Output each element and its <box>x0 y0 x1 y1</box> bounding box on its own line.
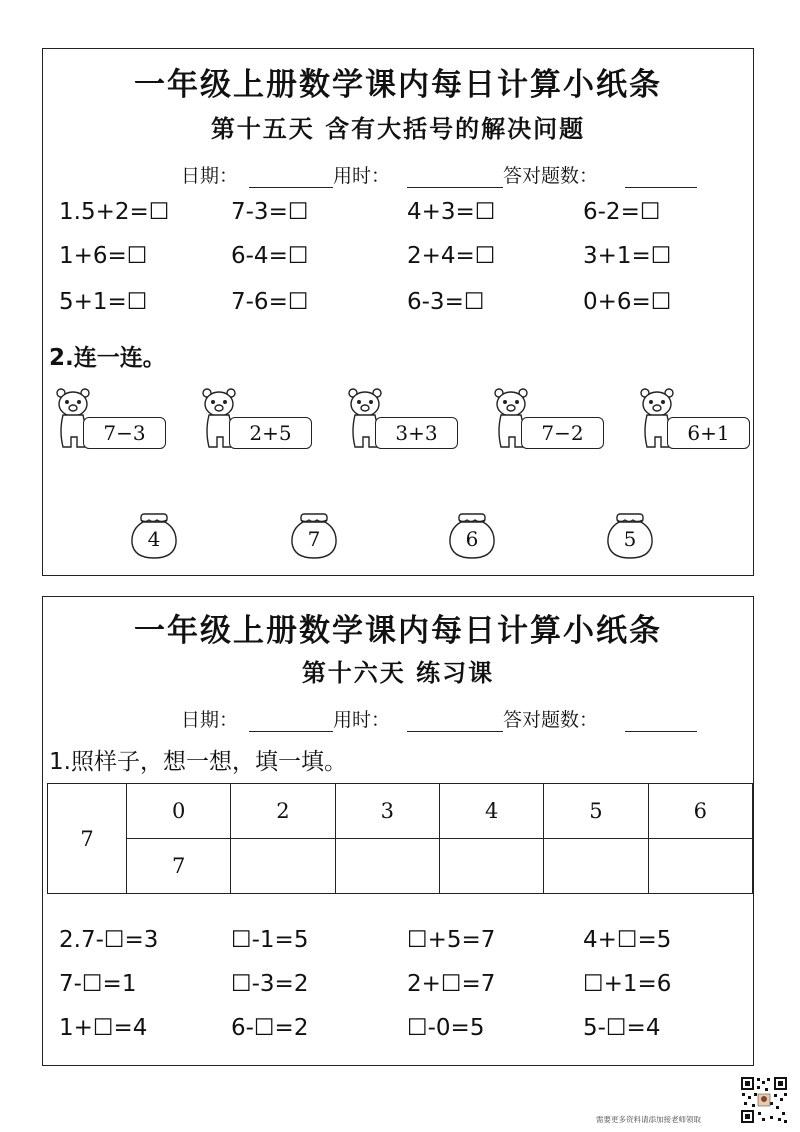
equation[interactable]: 5-☐=4 <box>583 1015 661 1041</box>
equation[interactable]: 3+1=☐ <box>583 243 672 269</box>
pot-number: 5 <box>623 527 637 551</box>
equation[interactable]: ☐+1=6 <box>583 971 672 997</box>
time-blank[interactable] <box>407 731 503 732</box>
equation[interactable]: 1.5+2=☐ <box>59 199 170 225</box>
correct-count-blank[interactable] <box>625 187 697 188</box>
correct-count-label: 答对题数： <box>503 165 599 187</box>
honey-pot[interactable] <box>447 511 497 561</box>
pot-number: 4 <box>147 527 161 551</box>
equation[interactable]: 6-4=☐ <box>231 243 309 269</box>
part-cell: 3 <box>335 784 439 839</box>
equation-row <box>43 199 753 235</box>
equation[interactable]: 4+☐=5 <box>583 927 672 953</box>
equation[interactable]: ☐-0=5 <box>407 1015 485 1041</box>
equation[interactable]: 5+1=☐ <box>59 289 148 315</box>
footer-note: 需要更多资料请添加接老师领取 <box>596 1115 701 1124</box>
equation-row <box>43 927 753 963</box>
worksheet-day-16 <box>42 596 754 1066</box>
bear-expression: 6+1 <box>667 417 750 449</box>
date-label: 日期： <box>181 165 239 187</box>
equation[interactable]: 6-3=☐ <box>407 289 485 315</box>
equation-row <box>43 289 753 325</box>
answer-cell[interactable] <box>231 839 335 894</box>
bear-expression: 2+5 <box>229 417 312 449</box>
bear-expression: 3+3 <box>375 417 458 449</box>
equation[interactable]: 2+☐=7 <box>407 971 496 997</box>
part-cell: 4 <box>439 784 543 839</box>
correct-count-blank[interactable] <box>625 731 697 732</box>
equation-row <box>43 243 753 279</box>
equation[interactable]: 2.7-☐=3 <box>59 927 159 953</box>
equation[interactable]: 0+6=☐ <box>583 289 672 315</box>
time-label: 用时： <box>333 165 391 187</box>
answer-cell[interactable] <box>544 839 648 894</box>
honey-pot[interactable] <box>129 511 179 561</box>
equation[interactable]: 7-3=☐ <box>231 199 309 225</box>
part-cell: 2 <box>231 784 335 839</box>
answer-cell[interactable]: 7 <box>127 839 231 894</box>
equation[interactable]: 2+4=☐ <box>407 243 496 269</box>
equation[interactable]: ☐+5=7 <box>407 927 496 953</box>
number-decomposition-table <box>47 783 753 894</box>
question-2-title: 2.连一连。 <box>49 345 166 371</box>
info-line <box>43 705 753 735</box>
info-line <box>43 161 753 191</box>
worksheet-subtitle: 第十六天 练习课 <box>301 659 495 687</box>
equation-row <box>43 1015 753 1051</box>
equation[interactable]: 1+☐=4 <box>59 1015 148 1041</box>
pot-number: 7 <box>307 527 321 551</box>
equation[interactable]: 7-☐=1 <box>59 971 137 997</box>
worksheet-subtitle: 第十五天 含有大括号的解决问题 <box>210 115 586 143</box>
correct-count-label: 答对题数： <box>503 709 599 731</box>
time-label: 用时： <box>333 709 391 731</box>
equation[interactable]: ☐-3=2 <box>231 971 309 997</box>
bear-expression: 7−2 <box>521 417 604 449</box>
worksheet-title: 一年级上册数学课内每日计算小纸条 <box>134 67 662 103</box>
part-cell: 6 <box>648 784 752 839</box>
part-cell: 5 <box>544 784 648 839</box>
honey-pot[interactable] <box>605 511 655 561</box>
equation[interactable]: 6-2=☐ <box>583 199 661 225</box>
worksheet-day-15 <box>42 48 754 576</box>
qr-code-icon <box>740 1076 788 1124</box>
equation[interactable]: ☐-1=5 <box>231 927 309 953</box>
equation-row <box>43 971 753 1007</box>
answer-cell[interactable] <box>335 839 439 894</box>
question-1-title: 1.照样子，想一想，填一填。 <box>49 749 347 775</box>
date-label: 日期： <box>181 709 239 731</box>
whole-number-cell: 7 <box>48 784 127 894</box>
date-blank[interactable] <box>249 187 333 188</box>
answer-cell[interactable] <box>439 839 543 894</box>
equation[interactable]: 1+6=☐ <box>59 243 148 269</box>
equation[interactable]: 6-☐=2 <box>231 1015 309 1041</box>
worksheet-title: 一年级上册数学课内每日计算小纸条 <box>134 613 662 649</box>
equation[interactable]: 7-6=☐ <box>231 289 309 315</box>
pot-number: 6 <box>465 527 479 551</box>
part-cell: 0 <box>127 784 231 839</box>
honey-pot[interactable] <box>289 511 339 561</box>
answer-cell[interactable] <box>648 839 752 894</box>
time-blank[interactable] <box>407 187 503 188</box>
equation[interactable]: 4+3=☐ <box>407 199 496 225</box>
bear-expression: 7−3 <box>83 417 166 449</box>
date-blank[interactable] <box>249 731 333 732</box>
